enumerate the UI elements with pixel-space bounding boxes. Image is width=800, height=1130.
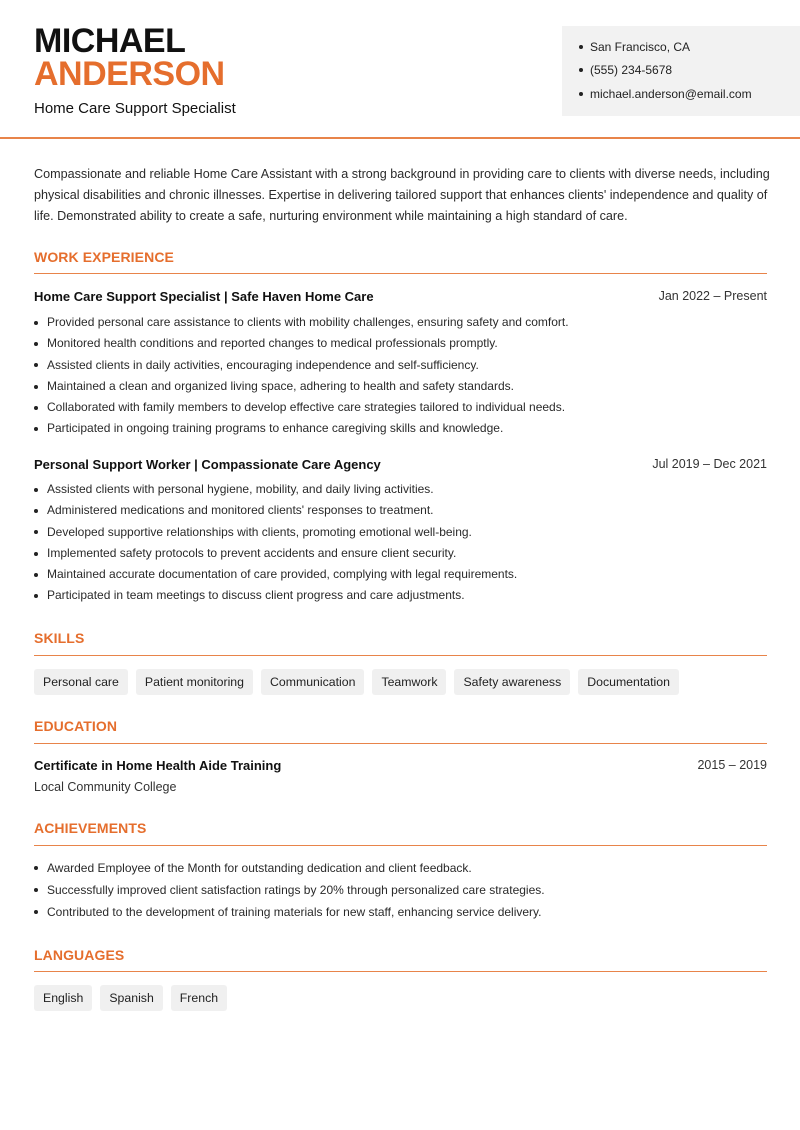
job-heading: Personal Support Worker | Compassionate Care Agency: [34, 457, 381, 472]
list-item: [34, 479, 517, 500]
summary-paragraph: Compassionate and reliable Home Care Assistant with a strong background in providing care to clients with diverse needs, including physical disabilities and chronic illnesses. Expertise in delivering tailored support that enhances clients' independence and quality of life. Demonstrated ability to create a safe, nurturing environment while maintaining a high standard of care.: [34, 167, 770, 223]
skill-tag: Personal care: [34, 669, 128, 695]
section-title-languages: LANGUAGES: [34, 947, 125, 963]
bullet-text: Administered medications and monitored clients' responses to treatment.: [47, 503, 434, 518]
last-name: ANDERSON: [34, 55, 225, 93]
section-divider: [34, 273, 767, 274]
skill-tag: Teamwork: [372, 669, 446, 695]
degree-title: Certificate in Home Health Aide Training: [34, 758, 282, 773]
bullet-icon: [34, 488, 38, 492]
bullet-icon: [579, 92, 583, 96]
bullet-icon: [34, 342, 38, 346]
bullet-icon: [34, 910, 38, 914]
bullet-text: Awarded Employee of the Month for outstanding dedication and client feedback.: [47, 861, 472, 875]
bullet-icon: [34, 385, 38, 389]
list-item: [34, 522, 517, 543]
bullet-text: Successfully improved client satisfaction ratings by 20% through personalized care strategies.: [47, 883, 545, 897]
contact-location: [579, 40, 690, 54]
contact-box: [562, 26, 800, 116]
skill-tag: Patient monitoring: [136, 669, 253, 695]
bullet-text: Developed supportive relationships with clients, promoting emotional well-being.: [47, 524, 472, 539]
bullet-icon: [34, 573, 38, 577]
bullet-text: Participated in ongoing training programs to enhance caregiving skills and knowledge.: [47, 421, 504, 436]
bullet-text: Collaborated with family members to develop effective care strategies tailored to individual needs.: [47, 400, 566, 415]
bullet-icon: [34, 321, 38, 325]
list-item: [34, 355, 569, 376]
contact-email: [579, 87, 752, 101]
job-title: Home Care Support Specialist: [34, 100, 236, 117]
list-item: [34, 397, 569, 418]
school-name: Local Community College: [34, 780, 177, 794]
bullet-icon: [579, 45, 583, 49]
list-item: [34, 564, 517, 585]
language-tag: Spanish: [100, 985, 162, 1011]
skill-tag: Safety awareness: [454, 669, 570, 695]
section-divider: [34, 743, 767, 744]
list-item: [34, 333, 569, 354]
bullet-icon: [34, 427, 38, 431]
bullet-icon: [34, 888, 38, 892]
list-item: [34, 857, 545, 879]
section-title-education: EDUCATION: [34, 718, 118, 734]
languages-list: [34, 985, 227, 1011]
bullet-icon: [34, 866, 38, 870]
skill-tag: Documentation: [578, 669, 679, 695]
bullet-icon: [34, 363, 38, 367]
contact-phone: [579, 63, 672, 77]
bullet-text: Assisted clients in daily activities, encouraging independence and self-sufficiency.: [47, 357, 479, 372]
bullet-text: Provided personal care assistance to clients with mobility challenges, ensuring safety and comfort.: [47, 315, 569, 329]
resume-header: [0, 0, 800, 139]
phone-text: (555) 234-5678: [590, 63, 673, 77]
list-item: [34, 418, 569, 439]
location-text: San Francisco, CA: [590, 40, 691, 54]
bullet-text: Monitored health conditions and reported changes to medical professionals promptly.: [47, 336, 498, 351]
bullet-text: Implemented safety protocols to prevent accidents and ensure client security.: [47, 545, 457, 560]
job-dates: Jul 2019 – Dec 2021: [652, 457, 767, 471]
list-item: [34, 879, 545, 901]
language-tag: French: [171, 985, 227, 1011]
list-item: [34, 312, 569, 333]
section-title-work: WORK EXPERIENCE: [34, 249, 174, 265]
bullet-icon: [34, 406, 38, 410]
section-divider: [34, 971, 767, 972]
job-heading: Home Care Support Specialist | Safe Haven Home Care: [34, 289, 374, 304]
bullet-icon: [34, 509, 38, 513]
list-item: [34, 585, 517, 606]
email-text: michael.anderson@email.com: [590, 87, 752, 101]
section-divider: [34, 845, 767, 846]
bullet-icon: [34, 552, 38, 556]
bullet-text: Maintained accurate documentation of care provided, complying with legal requirements.: [47, 567, 518, 582]
list-item: [34, 901, 545, 923]
list-item: [34, 376, 569, 397]
achievements-list: [34, 857, 545, 923]
section-title-achievements: ACHIEVEMENTS: [34, 820, 147, 836]
job-dates: Jan 2022 – Present: [658, 289, 767, 303]
bullet-icon: [34, 530, 38, 534]
education-dates: 2015 – 2019: [697, 758, 767, 772]
bullet-text: Participated in team meetings to discuss client progress and care adjustments.: [47, 588, 465, 603]
job-bullets: [34, 312, 569, 440]
bullet-icon: [34, 594, 38, 598]
list-item: [34, 500, 517, 521]
bullet-icon: [579, 68, 583, 72]
section-title-skills: SKILLS: [34, 630, 85, 646]
section-divider: [34, 655, 767, 656]
bullet-text: Assisted clients with personal hygiene, mobility, and daily living activities.: [47, 482, 434, 496]
job-bullets: [34, 479, 517, 607]
list-item: [34, 543, 517, 564]
skill-tag: Communication: [261, 669, 364, 695]
language-tag: English: [34, 985, 92, 1011]
bullet-text: Contributed to the development of training materials for new staff, enhancing service delivery.: [47, 905, 542, 919]
skills-list: [34, 669, 679, 695]
bullet-text: Maintained a clean and organized living space, adhering to health and safety standards.: [47, 378, 514, 393]
first-name: MICHAEL: [34, 22, 186, 60]
